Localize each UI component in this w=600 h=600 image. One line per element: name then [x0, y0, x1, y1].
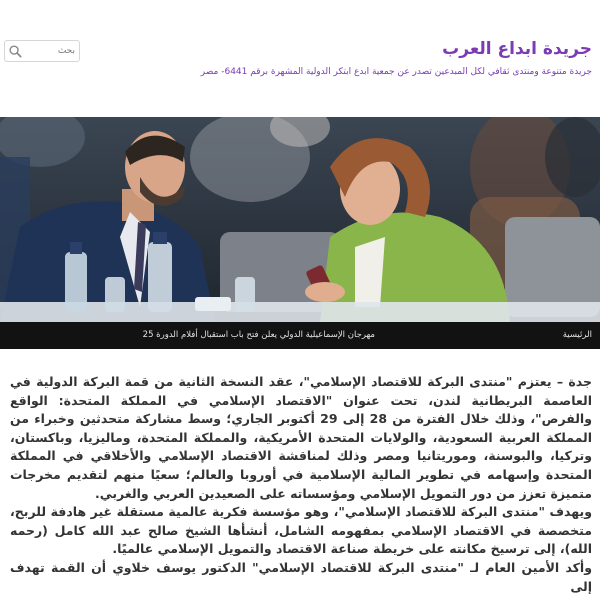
main-navigation — [0, 322, 600, 349]
search-icon[interactable] — [8, 44, 23, 59]
article-paragraph: وأكد الأمين العام لـ "منتدى البركة للاقتصاد الإسلامي" الدكتور يوسف خلاوي أن القمة تهدف إلى — [10, 559, 592, 594]
nav-home-link[interactable]: الرئيسية — [562, 330, 592, 340]
article-paragraph: جدة – يعتزم "منتدى البركة للاقتصاد الإسلامي"، عقد النسخة الثانية من قمة البركة الدولية في العاصمة البريطانية لندن، تحت عنوان "الاقتصاد الإسلامي في المملكة المتحدة: الواقع والفرص"، وذلك خلال الفترة من 28 إلى 29 أكتوبر الجاري؛ وسط مشاركة متحدثين وخبراء من المملكة العربية السعودية، والولايات المتحدة الأمريكية، والمملكة المتحدة، وماليزيا، وباكستان، وتركيا، والبوسنة، وموريتانيا ومصر وذلك لمناقشة الاقتصاد الإسلامي والأخلاقي في المملكة المتحدة وإسهامه في تطوير المالية الإسلامية في أوروبا والعالم؛ سعيًا منهم لتقديم مخرجات متميزة تعزز من دور التمويل الإسلامي ومؤسساته على الصعيدين العربي والغربي. — [10, 374, 592, 501]
site-description: جريدة متنوعة ومنتدى ثقافي لكل المبدعين تصدر عن جمعية ابدع ابتكر الدولية المشهرة برقم 6441- مصر — [200, 67, 592, 77]
site-header — [0, 0, 600, 117]
article-paragraph: ويهدف "منتدى البركة للاقتصاد الإسلامي"، وهو مؤسسة فكرية عالمية مستقلة غير هادفة للربح، متخصصة في الاقتصاد الإسلامي بمفهومه الشامل، أنشأها الشيخ صالح عبد الله كامل (رحمه الله)، إلى ترسيخ مكانته على خريطة صناعة الاقتصاد والتمويل الإسلامي عالميًا. — [10, 504, 592, 557]
featured-image[interactable] — [0, 117, 600, 322]
conference-photo — [0, 117, 600, 322]
search-input[interactable] — [25, 43, 75, 59]
article-body — [10, 373, 592, 596]
site-title[interactable]: جريدة ابداع العرب — [442, 39, 592, 59]
nav-news-ticker[interactable]: مهرجان الإسماعيلية الدولي يعلن فتح باب استقبال أفلام الدورة 25 — [142, 330, 375, 340]
search-box[interactable] — [4, 40, 80, 62]
